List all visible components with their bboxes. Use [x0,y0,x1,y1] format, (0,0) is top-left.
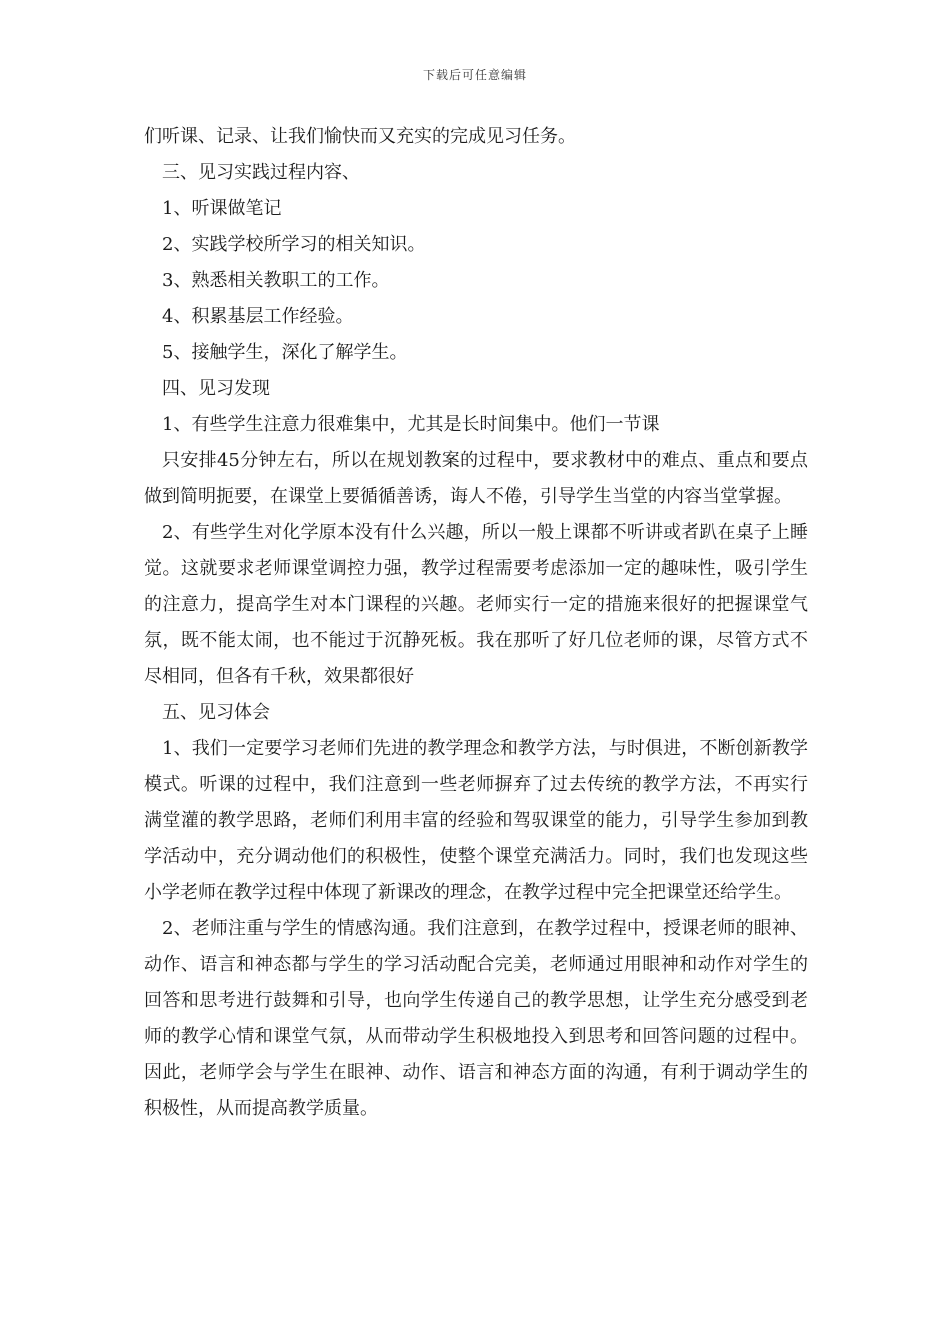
page-header: 下载后可任意编辑 [422,68,527,82]
list-item-1: 1、听课做笔记 [162,198,282,219]
insight-1: 1、我们一定要学习老师们先进的教学理念和教学方法，与时俱进，不断创新教学模式。听课的过程中，我们注意到一些老师摒弃了过去传统的教学方法，不再实行满堂灌的教学思路，老师们利用丰富的经验和驾驭课堂的能力，引导学生参加到教学活动中，充分调动他们的积极性，使整个课堂充满活力。同时，我们也发现这些小学老师在教学过程中体现了新课改的理念，在教学过程中完全把课堂还给学生。 [144,738,808,903]
paragraph-continuation: 们听课、记录、让我们愉快而又充实的完成见习任务。 [144,126,576,147]
finding-1-lead: 1、有些学生注意力很难集中，尤其是长时间集中。他们一节课 [162,414,660,435]
list-item-3: 3、熟悉相关教职工的工作。 [162,270,390,291]
insight-2: 2、老师注重与学生的情感沟通。我们注意到，在教学过程中，授课老师的眼神、动作、语言和神态都与学生的学习活动配合完美，老师通过用眼神和动作对学生的回答和思考进行鼓舞和引导，也向学生传递自己的教学思想，让学生充分感受到老师的教学心情和课堂气氛，从而带动学生积极地投入到思考和回答问题的过程中。因此，老师学会与学生在眼神、动作、语言和神态方面的沟通，有利于调动学生的积极性，从而提高教学质量。 [144,918,808,1119]
document-body [144,119,808,1127]
list-item-2: 2、实践学校所学习的相关知识。 [162,234,426,255]
finding-1-body: 只安排45分钟左右，所以在规划教案的过程中，要求教材中的难点、重点和要点做到简明扼要，在课堂上要循循善诱，诲人不倦，引导学生当堂的内容当堂掌握。 [144,450,808,507]
finding-2: 2、有些学生对化学原本没有什么兴趣，所以一般上课都不听讲或者趴在桌子上睡觉。这就要求老师课堂调控力强，教学过程需要考虑添加一定的趣味性，吸引学生的注意力，提高学生对本门课程的兴趣。老师实行一定的措施来很好的把握课堂气氛，既不能太闹，也不能过于沉静死板。我在那听了好几位老师的课，尽管方式不尽相同，但各有千秋，效果都很好 [144,522,808,687]
section-heading-3: 三、见习实践过程内容、 [162,162,360,183]
list-item-5: 5、接触学生，深化了解学生。 [162,342,408,363]
section-heading-5: 五、见习体会 [162,702,270,723]
section-heading-4: 四、见习发现 [162,378,270,399]
list-item-4: 4、积累基层工作经验。 [162,306,354,327]
